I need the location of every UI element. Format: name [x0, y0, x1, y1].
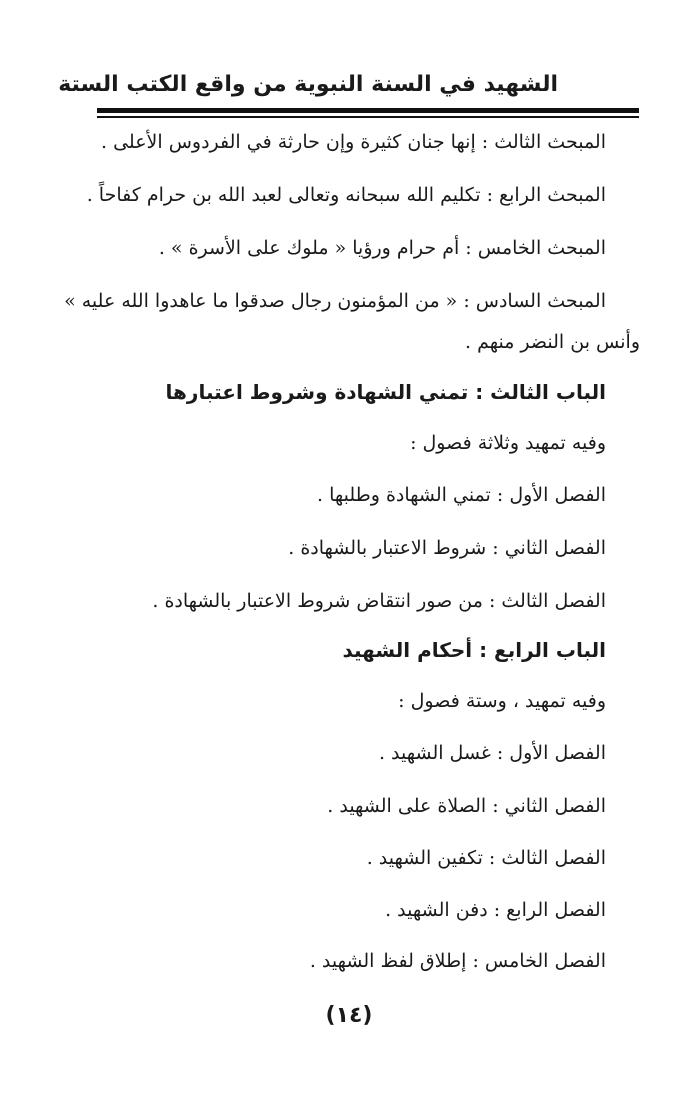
- bab-3-intro: وفيه تمهيد وثلاثة فصول :: [410, 432, 606, 454]
- bab-4-fasl-1: الفصل الأول : غسل الشهيد .: [378, 742, 606, 764]
- bab-3-fasl-2: الفصل الثاني : شروط الاعتبار بالشهادة .: [288, 537, 606, 559]
- bab-4-fasl-4: الفصل الرابع : دفن الشهيد .: [385, 899, 606, 921]
- mabhath-3-line: المبحث الثالث : إنها جنان كثيرة وإن حارثة في الفردوس الأعلى .: [101, 131, 606, 153]
- mabhath-6-line-1: المبحث السادس : « من المؤمنون رجال صدقوا ما عاهدوا الله عليه »: [64, 290, 606, 312]
- mabhath-5-line: المبحث الخامس : أم حرام ورؤيا « ملوك على الأسرة » .: [158, 237, 606, 259]
- page-number: (١٤): [325, 1003, 373, 1028]
- bab-3-fasl-3: الفصل الثالث : من صور انتقاض شروط الاعتبار بالشهادة .: [152, 590, 606, 612]
- bab-4-fasl-3: الفصل الثالث : تكفين الشهيد .: [366, 847, 606, 869]
- mabhath-4-line: المبحث الرابع : تكليم الله سبحانه وتعالى لعبد الله بن حرام كفاحاً .: [86, 184, 606, 206]
- bab-4-fasl-2: الفصل الثاني : الصلاة على الشهيد .: [327, 795, 606, 817]
- bab-3-fasl-1: الفصل الأول : تمني الشهادة وطلبها .: [316, 484, 606, 506]
- bab-4-heading: الباب الرابع : أحكام الشهيد: [342, 638, 606, 662]
- header-rule-thick: [97, 108, 639, 113]
- mabhath-6-line-2: وأنس بن النضر منهم .: [465, 331, 640, 353]
- running-header-title: الشهيد في السنة النبوية من واقع الكتب الستة: [58, 72, 558, 97]
- header-rule-thin: [97, 116, 639, 118]
- bab-4-intro: وفيه تمهيد ، وستة فصول :: [398, 690, 606, 712]
- bab-3-heading: الباب الثالث : تمني الشهادة وشروط اعتبارها: [165, 380, 606, 404]
- bab-4-fasl-5: الفصل الخامس : إطلاق لفظ الشهيد .: [309, 950, 606, 972]
